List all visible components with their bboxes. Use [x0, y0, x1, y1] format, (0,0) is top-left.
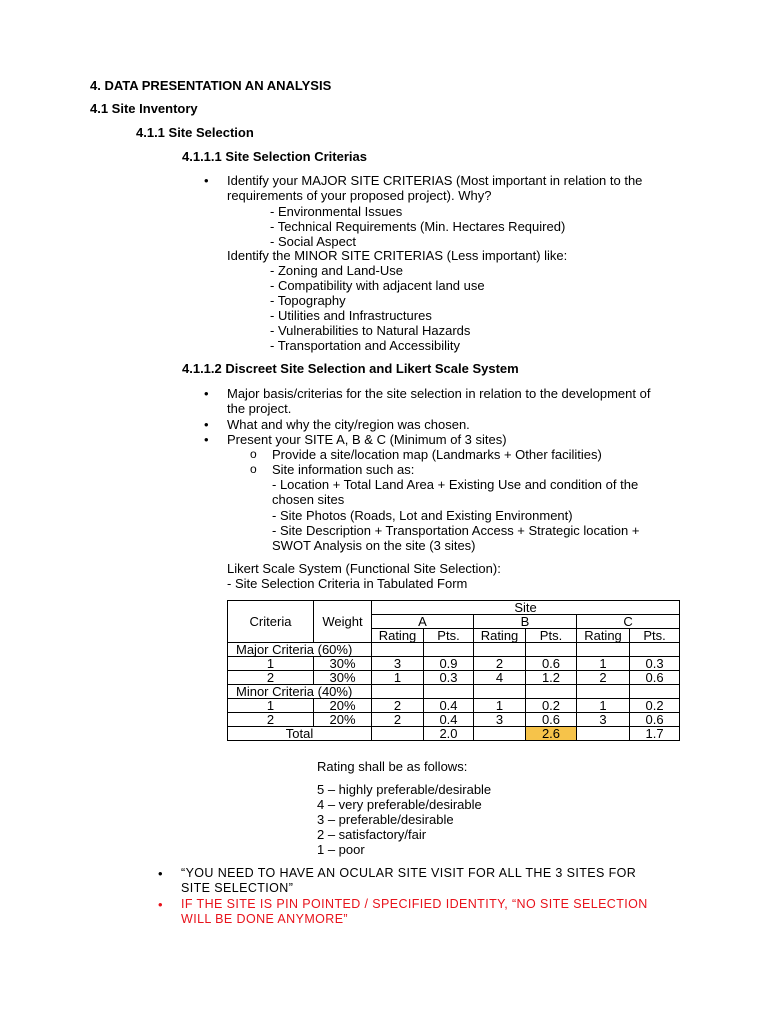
rating-header: Rating: [577, 629, 630, 643]
heading-site-selection-criterias: 4.1.1.1 Site Selection Criterias: [182, 149, 367, 164]
rating-scale-item: 2 – satisfactory/fair: [317, 827, 427, 842]
circle-bullet-icon: o: [250, 462, 257, 476]
ocular-visit-note-line1: “YOU NEED TO HAVE AN OCULAR SITE VISIT FOR ALL THE 3 SITES FOR: [181, 866, 637, 880]
major-criterias-text-line1: Identify your MAJOR SITE CRITERIAS (Most important in relation to the: [227, 173, 643, 188]
minor-item: - Utilities and Infrastructures: [270, 308, 432, 323]
heading-data-presentation: 4. DATA PRESENTATION AN ANALYSIS: [90, 78, 332, 93]
site-info-line: SWOT Analysis on the site (3 sites): [272, 538, 476, 553]
major-basis-text-line1: Major basis/criterias for the site selection in relation to the development of: [227, 386, 651, 401]
total-b-highlighted: 2.6: [526, 727, 577, 741]
table-cell: 3: [474, 713, 526, 727]
major-item: - Technical Requirements (Min. Hectares Required): [270, 219, 566, 234]
table-cell: 2: [228, 713, 314, 727]
table-header-row: [228, 601, 680, 615]
table-cell: 3: [577, 713, 630, 727]
table-cell: 1: [228, 657, 314, 671]
rating-scale-item: 5 – highly preferable/desirable: [317, 782, 492, 797]
site-info-text: Site information such as:: [272, 462, 415, 477]
rating-scale-item: 3 – preferable/desirable: [317, 812, 454, 827]
table-cell: 1.2: [526, 671, 577, 685]
present-sites-text: Present your SITE A, B & C (Minimum of 3 sites): [227, 432, 507, 447]
table-cell: 1: [577, 699, 630, 713]
table-cell: 0.6: [526, 713, 577, 727]
site-a-header: A: [372, 615, 474, 629]
likert-subtitle: - Site Selection Criteria in Tabulated Form: [227, 576, 468, 591]
site-c-header: C: [577, 615, 680, 629]
minor-item: - Compatibility with adjacent land use: [270, 278, 485, 293]
table-cell: 0.6: [526, 657, 577, 671]
city-region-text: What and why the city/region was chosen.: [227, 417, 470, 432]
red-bullet-icon: •: [158, 897, 163, 912]
weight-header: Weight: [314, 601, 372, 643]
ocular-visit-note-line2: SITE SELECTION”: [181, 881, 294, 895]
table-row: [228, 685, 680, 699]
table-cell: 0.4: [424, 713, 474, 727]
bullet-icon: •: [204, 432, 209, 447]
table-cell: 0.3: [630, 657, 680, 671]
total-a: 2.0: [424, 727, 474, 741]
site-b-header: B: [474, 615, 577, 629]
site-selection-table: [227, 600, 680, 741]
total-label: Total: [228, 727, 372, 741]
pinpointed-site-note-line1: IF THE SITE IS PIN POINTED / SPECIFIED IDENTITY, “NO SITE SELECTION: [181, 897, 648, 911]
table-row: [228, 699, 680, 713]
rating-scale-intro: Rating shall be as follows:: [317, 759, 468, 774]
bullet-icon: •: [204, 417, 209, 432]
major-criteria-label: Major Criteria (60%): [228, 643, 372, 657]
bullet-icon: •: [204, 173, 209, 188]
major-item: - Environmental Issues: [270, 204, 403, 219]
table-row: [228, 643, 680, 657]
table-cell: 30%: [314, 671, 372, 685]
site-info-line: chosen sites: [272, 492, 345, 507]
table-cell: 0.6: [630, 671, 680, 685]
major-basis-text-line2: the project.: [227, 401, 292, 416]
pts-header: Pts.: [526, 629, 577, 643]
table-cell: 2: [372, 713, 424, 727]
minor-criterias-intro: Identify the MINOR SITE CRITERIAS (Less important) like:: [227, 248, 568, 263]
site-info-line: - Site Description + Transportation Access + Strategic location +: [272, 523, 640, 538]
heading-site-selection: 4.1.1 Site Selection: [136, 125, 254, 140]
table-cell: 20%: [314, 713, 372, 727]
major-item: - Social Aspect: [270, 234, 356, 249]
site-map-text: Provide a site/location map (Landmarks + Other facilities): [272, 447, 602, 462]
pts-header: Pts.: [630, 629, 680, 643]
site-info-line: - Site Photos (Roads, Lot and Existing Environment): [272, 508, 573, 523]
table-cell: 1: [474, 699, 526, 713]
total-c: 1.7: [630, 727, 680, 741]
heading-discreet-site-selection: 4.1.1.2 Discreet Site Selection and Likert Scale System: [182, 361, 519, 376]
table-cell: 1: [577, 657, 630, 671]
rating-header: Rating: [474, 629, 526, 643]
minor-item: - Topography: [270, 293, 346, 308]
minor-item: - Transportation and Accessibility: [270, 338, 461, 353]
minor-item: - Vulnerabilities to Natural Hazards: [270, 323, 471, 338]
pts-header: Pts.: [424, 629, 474, 643]
criteria-header: Criteria: [228, 601, 314, 643]
site-info-line: - Location + Total Land Area + Existing Use and condition of the: [272, 477, 639, 492]
heading-site-inventory: 4.1 Site Inventory: [90, 101, 198, 116]
bullet-icon: •: [204, 386, 209, 401]
table-cell: 0.9: [424, 657, 474, 671]
circle-bullet-icon: o: [250, 447, 257, 461]
table-cell: 3: [372, 657, 424, 671]
table-cell: 1: [372, 671, 424, 685]
site-header: Site: [372, 601, 680, 615]
minor-criteria-label: Minor Criteria (40%): [228, 685, 372, 699]
table-cell: 0.3: [424, 671, 474, 685]
table-cell: 30%: [314, 657, 372, 671]
table-cell: 2: [228, 671, 314, 685]
bullet-icon: •: [158, 866, 163, 881]
table-cell: 2: [372, 699, 424, 713]
table-cell: 0.4: [424, 699, 474, 713]
table-cell: 2: [577, 671, 630, 685]
table-cell: 1: [228, 699, 314, 713]
rating-scale-item: 1 – poor: [317, 842, 365, 857]
table-cell: 0.2: [526, 699, 577, 713]
pinpointed-site-note-line2: WILL BE DONE ANYMORE”: [181, 912, 348, 926]
minor-item: - Zoning and Land-Use: [270, 263, 403, 278]
rating-header: Rating: [372, 629, 424, 643]
likert-title: Likert Scale System (Functional Site Selection):: [227, 561, 501, 576]
table-cell: 4: [474, 671, 526, 685]
rating-scale-item: 4 – very preferable/desirable: [317, 797, 482, 812]
table-total-row: [228, 727, 680, 741]
major-criterias-text-line2: requirements of your proposed project). Why?: [227, 188, 492, 203]
table-cell: 0.2: [630, 699, 680, 713]
table-row: [228, 671, 680, 685]
table-cell: 0.6: [630, 713, 680, 727]
table-row: [228, 713, 680, 727]
table-row: [228, 657, 680, 671]
table-cell: 20%: [314, 699, 372, 713]
table-cell: 2: [474, 657, 526, 671]
